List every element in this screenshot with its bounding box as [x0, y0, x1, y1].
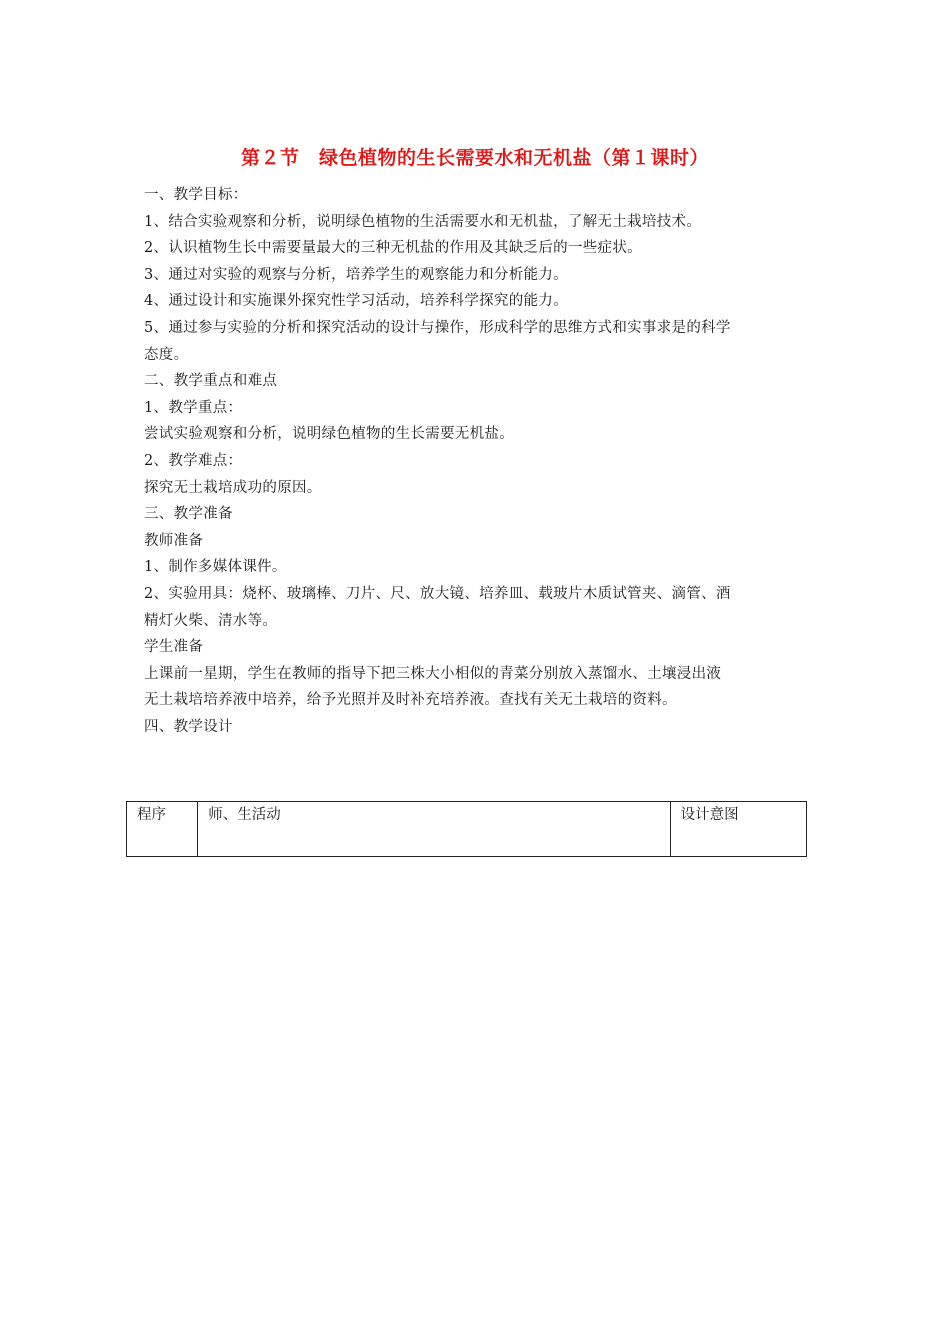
list-item: 2、实验用具：烧杯、玻璃棒、刀片、尺、放大镜、培养皿、载玻片木质试管夹、滴管、酒 [144, 585, 731, 602]
paragraph: 上课前一星期，学生在教师的指导下把三株大小相似的青菜分别放入蒸馏水、土壤浸出液 [144, 665, 722, 682]
table-header-cell: 师、生活动 [198, 802, 670, 857]
paragraph-continuation: 无土栽培培养液中培养，给予光照并及时补充培养液。查找有关无土栽培的资料。 [144, 692, 677, 709]
table-header-row [127, 802, 807, 857]
paragraph: 探究无土栽培成功的原因。 [144, 479, 322, 496]
subheading: 2、教学难点： [144, 452, 243, 469]
subheading: 1、教学重点： [144, 399, 243, 416]
page-title: 第２节 绿色植物的生长需要水和无机盐（第１课时） [240, 147, 709, 169]
body-text [144, 182, 808, 740]
list-item: 1、制作多媒体课件。 [144, 559, 287, 576]
list-item: 4、通过设计和实施课外探究性学习活动，培养科学探究的能力。 [144, 293, 568, 310]
list-item: 5、通过参与实验的分析和探究活动的设计与操作，形成科学的思维方式和实事求是的科学 [144, 319, 731, 336]
subheading: 学生准备 [144, 639, 204, 656]
section-heading: 三、教学准备 [144, 506, 233, 523]
section-heading: 一、教学目标： [144, 187, 248, 203]
section-heading: 四、教学设计 [144, 718, 233, 735]
paragraph: 尝试实验观察和分析，说明绿色植物的生长需要无机盐。 [144, 426, 514, 443]
list-item-continuation: 态度。 [144, 346, 189, 363]
table-header-cell: 程序 [127, 802, 198, 857]
subheading: 教师准备 [144, 532, 204, 549]
teaching-design-table [126, 801, 807, 857]
list-item: 3、通过对实验的观察与分析，培养学生的观察能力和分析能力。 [144, 266, 568, 283]
section-heading: 二、教学重点和难点 [144, 373, 278, 390]
list-item: 1、结合实验观察和分析，说明绿色植物的生活需要水和无机盐，了解无土栽培技术。 [144, 213, 702, 230]
list-item-continuation: 精灯火柴、清水等。 [144, 612, 278, 629]
list-item: 2、认识植物生长中需要量最大的三种无机盐的作用及其缺乏后的一些症状。 [144, 240, 642, 257]
table-header-cell: 设计意图 [670, 802, 806, 857]
